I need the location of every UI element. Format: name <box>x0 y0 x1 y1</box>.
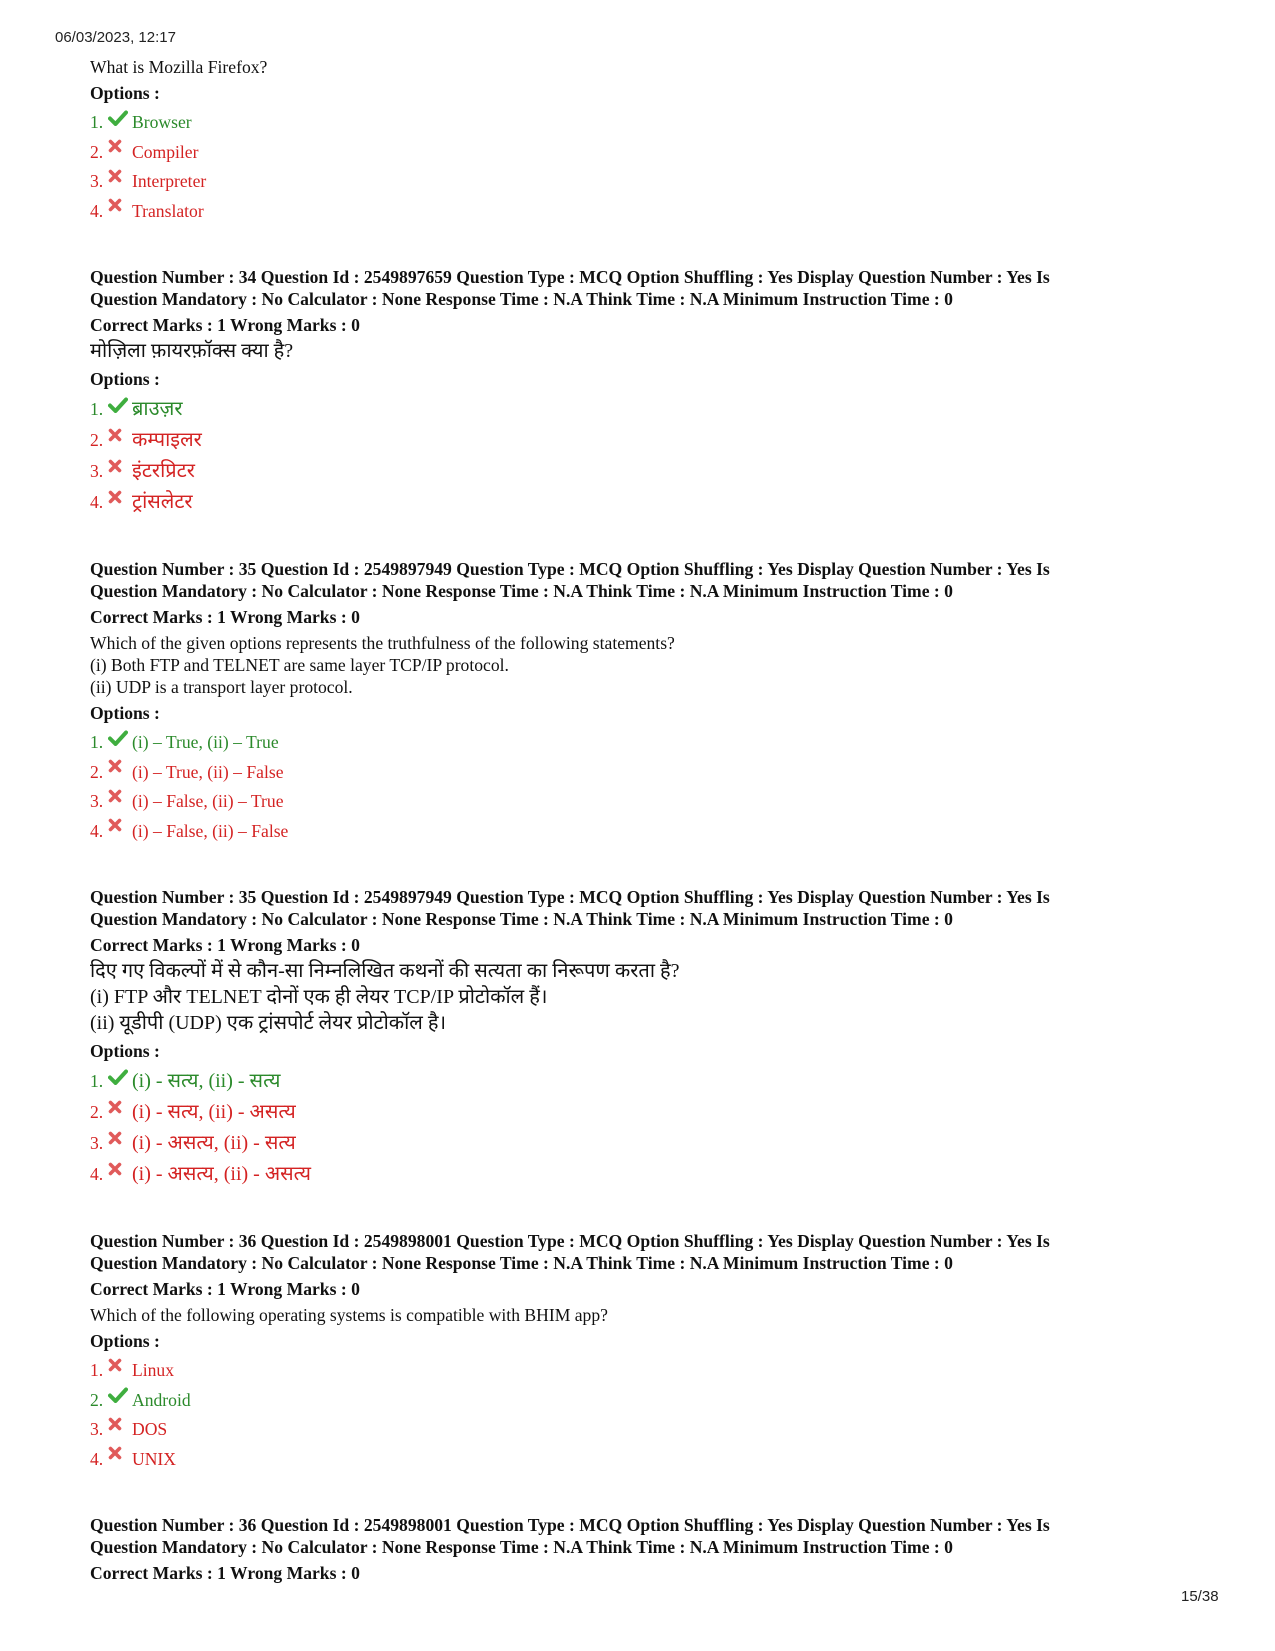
option-text: Compiler <box>132 141 199 162</box>
cross-icon <box>108 198 130 216</box>
cross-icon <box>108 428 130 446</box>
question-meta-line: Question Number : 34 Question Id : 2549897659 Question Type : MCQ Option Shuffling : Yes Display Question Number : Yes Is <box>90 267 1050 287</box>
option-text: Browser <box>132 112 192 132</box>
option-number: 4. <box>90 200 104 221</box>
options-label: Options : <box>90 1041 160 1061</box>
question-block <box>90 886 1210 1190</box>
option-text: Translator <box>132 200 204 221</box>
option-item <box>90 1066 1210 1097</box>
cross-icon <box>108 459 130 477</box>
question-meta-line: Question Number : 35 Question Id : 2549897949 Question Type : MCQ Option Shuffling : Yes Display Question Number : Yes Is <box>90 559 1050 579</box>
question-text-line: दिए गए विकल्पों में से कौन-सा निम्नलिखित कथनों की सत्यता का निरूपण करता है? <box>90 960 680 982</box>
option-item <box>90 1445 1210 1475</box>
option-text: DOS <box>132 1419 168 1439</box>
option-number: 4. <box>90 1164 104 1184</box>
option-text: ट्रांसलेटर <box>132 491 193 513</box>
question-text <box>90 1304 1210 1326</box>
question-marks: Correct Marks : 1 Wrong Marks : 0 <box>90 315 360 335</box>
check-icon <box>108 110 130 128</box>
option-number: 1. <box>90 399 104 419</box>
question-text-line: What is Mozilla Firefox? <box>90 57 268 77</box>
cross-icon <box>108 169 130 187</box>
cross-icon <box>108 1417 130 1435</box>
check-icon <box>108 730 130 748</box>
question-marks: Correct Marks : 1 Wrong Marks : 0 <box>90 1563 360 1583</box>
option-text: (i) – True, (ii) – False <box>132 761 284 782</box>
options-label: Options : <box>90 1331 160 1351</box>
option-item <box>90 138 1210 168</box>
check-icon <box>108 1387 130 1405</box>
option-item <box>90 108 1210 138</box>
print-timestamp: 06/03/2023, 12:17 <box>55 29 176 46</box>
option-item <box>90 1159 1210 1190</box>
option-item <box>90 787 1210 817</box>
question-text <box>90 958 1210 1036</box>
question-meta-line: Question Number : 35 Question Id : 2549897949 Question Type : MCQ Option Shuffling : Yes Display Question Number : Yes Is <box>90 887 1050 907</box>
option-number: 1. <box>90 112 104 132</box>
question-block <box>90 1514 1210 1584</box>
option-item <box>90 197 1210 227</box>
question-meta <box>90 558 1210 602</box>
question-block <box>90 56 1210 226</box>
question-meta-line: Question Mandatory : No Calculator : None Response Time : N.A Think Time : N.A Minimum Instruction Time : 0 <box>90 1253 953 1273</box>
option-text: Linux <box>132 1360 175 1380</box>
options-list <box>90 108 1210 226</box>
question-text <box>90 56 1210 78</box>
option-item <box>90 167 1210 197</box>
option-number: 4. <box>90 1448 104 1469</box>
option-text: Interpreter <box>132 171 207 191</box>
option-number: 2. <box>90 1102 104 1122</box>
question-block <box>90 1230 1210 1474</box>
question-text-line: (i) Both FTP and TELNET are same layer TCP/IP protocol. <box>90 655 509 675</box>
option-number: 2. <box>90 761 104 782</box>
option-item <box>90 1415 1210 1445</box>
option-item <box>90 456 1210 487</box>
option-text: इंटरप्रिटर <box>132 460 195 482</box>
question-text-line: मोज़िला फ़ायरफ़ॉक्स क्या है? <box>90 340 294 362</box>
option-item <box>90 817 1210 847</box>
question-text <box>90 338 1210 364</box>
options-list <box>90 728 1210 846</box>
option-text: (i) - सत्य, (ii) - असत्य <box>132 1101 296 1123</box>
cross-icon <box>108 759 130 777</box>
question-meta <box>90 266 1210 310</box>
option-item <box>90 425 1210 456</box>
option-item <box>90 1097 1210 1128</box>
options-list <box>90 394 1210 518</box>
question-meta <box>90 886 1210 930</box>
option-item <box>90 758 1210 788</box>
options-label: Options : <box>90 369 160 389</box>
option-item <box>90 728 1210 758</box>
question-meta-line: Question Number : 36 Question Id : 2549898001 Question Type : MCQ Option Shuffling : Yes Display Question Number : Yes Is <box>90 1231 1050 1251</box>
option-number: 1. <box>90 1071 104 1091</box>
question-meta-line: Question Mandatory : No Calculator : None Response Time : N.A Think Time : N.A Minimum Instruction Time : 0 <box>90 289 953 309</box>
option-text: Android <box>132 1389 191 1410</box>
option-item <box>90 394 1210 425</box>
option-number: 2. <box>90 430 104 450</box>
option-text: (i) – False, (ii) – True <box>132 791 284 811</box>
option-number: 2. <box>90 1389 104 1410</box>
option-text: (i) – True, (ii) – True <box>132 732 279 752</box>
option-text: (i) – False, (ii) – False <box>132 820 289 841</box>
question-text-line: (ii) यूडीपी (UDP) एक ट्रांसपोर्ट लेयर प्रोटोकॉल है। <box>90 1012 447 1034</box>
question-meta-line: Question Mandatory : No Calculator : None Response Time : N.A Think Time : N.A Minimum Instruction Time : 0 <box>90 581 953 601</box>
option-text: ब्राउज़र <box>132 398 183 420</box>
question-text <box>90 632 1210 698</box>
question-text-line: Which of the following operating systems is compatible with BHIM app? <box>90 1305 608 1325</box>
option-text: (i) - सत्य, (ii) - सत्य <box>132 1070 281 1092</box>
question-block <box>90 558 1210 846</box>
question-marks: Correct Marks : 1 Wrong Marks : 0 <box>90 607 360 627</box>
question-meta-line: Question Number : 36 Question Id : 2549898001 Question Type : MCQ Option Shuffling : Yes Display Question Number : Yes Is <box>90 1515 1050 1535</box>
question-text-line: (ii) UDP is a transport layer protocol. <box>90 677 353 697</box>
option-number: 2. <box>90 141 104 162</box>
page-number: 15/38 <box>1181 1588 1219 1605</box>
cross-icon <box>108 789 130 807</box>
cross-icon <box>108 1162 130 1180</box>
cross-icon <box>108 1358 130 1376</box>
option-text: (i) - असत्य, (ii) - सत्य <box>132 1132 296 1154</box>
option-text: (i) - असत्य, (ii) - असत्य <box>132 1163 312 1185</box>
options-list <box>90 1356 1210 1474</box>
check-icon <box>108 1069 130 1087</box>
question-meta-line: Question Mandatory : No Calculator : None Response Time : N.A Think Time : N.A Minimum Instruction Time : 0 <box>90 909 953 929</box>
cross-icon <box>108 818 130 836</box>
option-number: 4. <box>90 820 104 841</box>
option-number: 1. <box>90 1360 104 1380</box>
cross-icon <box>108 1446 130 1464</box>
option-text: UNIX <box>132 1448 176 1469</box>
option-number: 3. <box>90 1133 104 1153</box>
option-number: 4. <box>90 492 104 512</box>
option-number: 1. <box>90 732 104 752</box>
option-number: 3. <box>90 791 104 811</box>
question-marks: Correct Marks : 1 Wrong Marks : 0 <box>90 1279 360 1299</box>
option-item <box>90 1386 1210 1416</box>
question-meta-line: Question Mandatory : No Calculator : None Response Time : N.A Think Time : N.A Minimum Instruction Time : 0 <box>90 1537 953 1557</box>
check-icon <box>108 397 130 415</box>
option-number: 3. <box>90 461 104 481</box>
cross-icon <box>108 1100 130 1118</box>
question-meta <box>90 1230 1210 1274</box>
option-item <box>90 1356 1210 1386</box>
cross-icon <box>108 1131 130 1149</box>
option-text: कम्पाइलर <box>132 429 202 451</box>
cross-icon <box>108 139 130 157</box>
question-text-line: (i) FTP और TELNET दोनों एक ही लेयर TCP/IP प्रोटोकॉल हैं। <box>90 986 548 1008</box>
option-number: 3. <box>90 1419 104 1439</box>
question-meta <box>90 1514 1210 1558</box>
question-block <box>90 266 1210 518</box>
question-marks: Correct Marks : 1 Wrong Marks : 0 <box>90 935 360 955</box>
options-list <box>90 1066 1210 1190</box>
options-label: Options : <box>90 83 160 103</box>
cross-icon <box>108 490 130 508</box>
option-item <box>90 1128 1210 1159</box>
options-label: Options : <box>90 703 160 723</box>
option-item <box>90 487 1210 518</box>
question-list <box>90 56 1210 1584</box>
question-text-line: Which of the given options represents the truthfulness of the following statements? <box>90 633 675 653</box>
option-number: 3. <box>90 171 104 191</box>
